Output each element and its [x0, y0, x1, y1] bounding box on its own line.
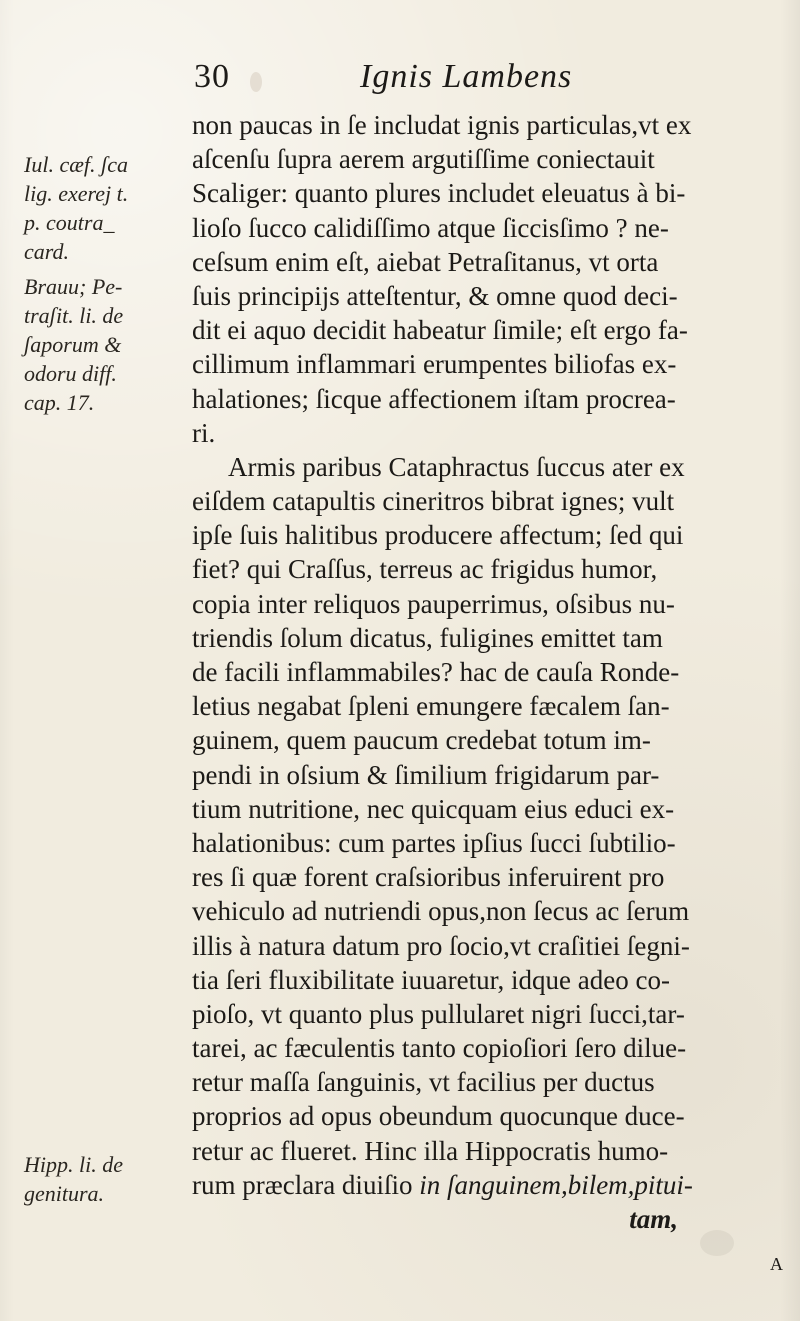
margin-note-line: genitura. [24, 1181, 105, 1206]
text-line: letius negabat ſpleni emungere fæcalem ſan- [192, 691, 670, 722]
text-line: non paucas in ſe includat ignis particulas,vt ex [192, 110, 692, 140]
margin-note-hippocrates [24, 1150, 194, 1208]
text-line: retur ac flueret. Hinc illa Hippocratis humo- [192, 1135, 669, 1166]
text-line: pendi in oſsium & ſimilium frigidarum par- [192, 759, 660, 790]
text-line: illis à natura datum pro ſocio,vt craſitiei ſegni- [192, 930, 690, 961]
text-line: pioſo, vt quanto plus pullularet nigri ſucci,tar- [192, 998, 685, 1029]
text-line: tia ſeri fluxibilitate iuuaretur, idque adeo co- [192, 964, 670, 995]
margin-note-line: ʃaporum & [24, 332, 122, 357]
page-number: 30 [194, 58, 230, 95]
text-line-mixed [192, 1168, 780, 1202]
italic-phrase: in ſanguinem,bilem,pitui- [419, 1169, 693, 1200]
text-line: triendis ſolum dicatus, fuligines emittet tam [192, 622, 663, 653]
catchword: tam, [629, 1204, 678, 1234]
text-line: de facili inflammabiles? hac de cauſa Ronde- [192, 657, 680, 687]
text-line: fiet? qui Craſſus, terreus ac frigidus humor, [192, 554, 658, 585]
margin-note-line: traʃit. li. de [24, 303, 124, 328]
text-line: lioſo ſucco calidiſſimo atque ſiccisſimo ? ne- [192, 212, 669, 243]
text-line: ceſsum enim eſt, aiebat Petraſitanus, vt orta [192, 246, 659, 277]
text-segment: rum præclara diuiſio [192, 1169, 420, 1200]
text-line: halationibus: cum partes ipſius ſucci ſubtilio- [192, 827, 676, 858]
margin-note-line: Brauu; Pe- [24, 274, 123, 299]
margin-note-line: Iul. cæf. ʃca [24, 152, 129, 177]
text-line: tium nutritione, nec quicquam eius educi ex- [192, 793, 675, 824]
main-text [192, 108, 780, 1236]
margin-note-line: odoru diff. [24, 361, 117, 386]
margin-note-line: Hipp. li. de [24, 1152, 123, 1177]
paragraph-start-line: Armis paribus Cataphractus ſuccus ater ex [228, 451, 685, 482]
text-line: Scaliger: quanto plures includet eleuatus à bi- [192, 178, 686, 209]
margin-note-line: cap. 17. [24, 390, 95, 415]
text-line: dit ei aquo decidit habeatur ſimile; eſt ergo fa- [192, 315, 688, 346]
margin-note-line: lig. exerej t. [24, 181, 129, 206]
text-line: vehiculo ad nutriendi opus,non ſecus ac ſerum [192, 896, 690, 927]
margin-note-line: card. [24, 239, 70, 264]
text-line: res ſi quæ forent craſsioribus inferuirent pro [192, 862, 665, 893]
text-line: eiſdem catapultis cineritros bibrat ignes; vult [192, 486, 675, 517]
text-line: guinem, quem paucum credebat totum im- [192, 725, 651, 756]
margin-note-brauu [24, 272, 194, 417]
text-line: copia inter reliquos pauperrimus, oſsibus nu- [192, 588, 675, 619]
signature-mark: A [770, 1254, 783, 1274]
text-line: retur maſſa ſanguinis, vt facilius per ductus [192, 1067, 655, 1098]
running-title: Ignis Lambens [360, 58, 573, 95]
text-line: ri. [192, 417, 216, 448]
margin-note-scaliger [24, 150, 194, 266]
margin-note-line: p. coutra_ [24, 210, 115, 235]
text-line: ſuis principijs atteſtentur, & omne quod deci- [192, 280, 678, 311]
text-line: halationes; ſicque affectionem iſtam procrea- [192, 383, 676, 414]
page-header [0, 58, 800, 98]
text-line: aſcenſu ſupra aerem argutiſſime coniectauit [192, 144, 655, 175]
text-line: tarei, ac fæculentis tanto copioſiori ſero dilue- [192, 1033, 687, 1064]
text-line: cillimum inflammari erumpentes biliofas ex- [192, 349, 677, 380]
text-line: ipſe ſuis halitibus producere affectum; ſed qui [192, 520, 684, 551]
text-line: proprios ad opus obeundum quocunque duce- [192, 1101, 685, 1132]
